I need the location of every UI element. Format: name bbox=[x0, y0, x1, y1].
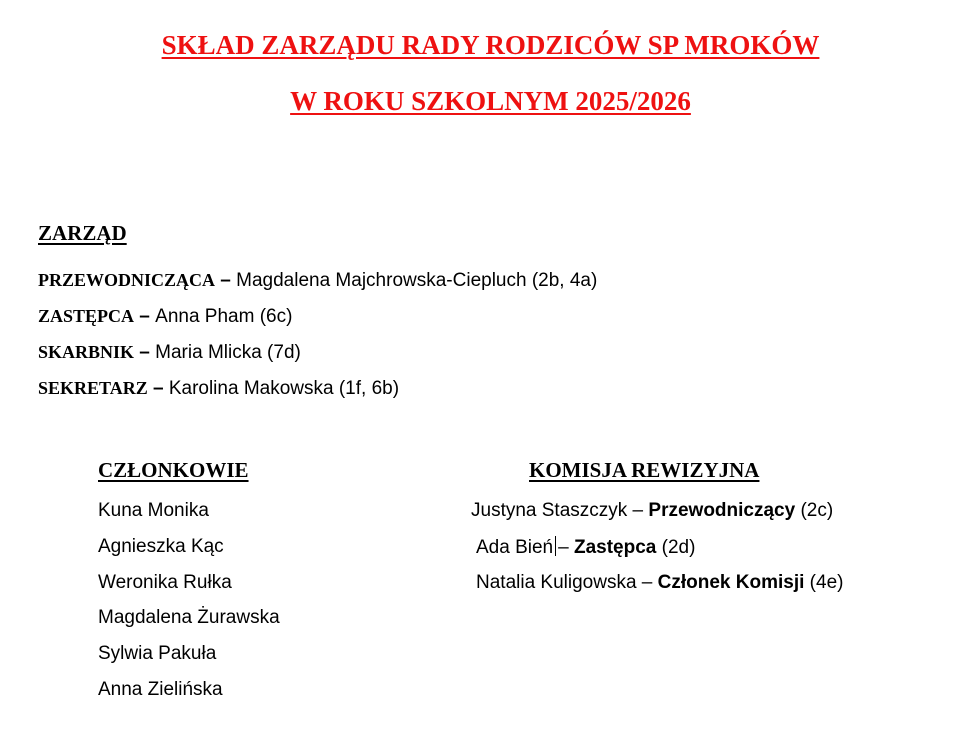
member-item: Anna Zielińska bbox=[98, 679, 223, 700]
commission-role: Członek Komisji bbox=[657, 572, 805, 593]
board-dash: – bbox=[134, 306, 156, 327]
board-person: Anna Pham (6c) bbox=[155, 306, 293, 327]
board-row-secretary bbox=[38, 378, 399, 400]
document-title: SKŁAD ZARZĄDU RADY RODZICÓW SP MROKÓW bbox=[161, 30, 820, 60]
commission-class: (4e) bbox=[804, 572, 844, 593]
commission-row-deputy bbox=[476, 536, 695, 559]
board-role: ZASTĘPCA bbox=[38, 306, 135, 326]
commission-person: Ada Bień bbox=[476, 537, 554, 558]
commission-role: Przewodniczący bbox=[648, 500, 796, 521]
board-heading: ZARZĄD bbox=[38, 221, 127, 245]
commission-dash: – bbox=[558, 537, 574, 558]
board-row-treasurer bbox=[38, 342, 301, 364]
commission-person: Natalia Kuligowska – bbox=[476, 572, 658, 593]
document-subtitle: W ROKU SZKOLNYM 2025/2026 bbox=[290, 86, 691, 116]
member-item: Kuna Monika bbox=[98, 500, 209, 521]
board-role: SEKRETARZ bbox=[38, 378, 148, 398]
commission-row-member bbox=[476, 572, 843, 594]
text-cursor bbox=[555, 536, 556, 556]
board-row-chair bbox=[38, 270, 597, 292]
board-dash: – bbox=[215, 270, 237, 291]
board-person: Magdalena Majchrowska-Ciepluch (2b, 4a) bbox=[236, 270, 598, 291]
board-role: SKARBNIK bbox=[38, 342, 135, 362]
board-person: Maria Mlicka (7d) bbox=[155, 342, 301, 363]
commission-class: (2d) bbox=[656, 537, 696, 558]
member-item: Sylwia Pakuła bbox=[98, 643, 217, 664]
board-dash: – bbox=[134, 342, 156, 363]
commission-role: Zastępca bbox=[573, 537, 657, 558]
commission-row-chair bbox=[471, 500, 833, 522]
board-person: Karolina Makowska (1f, 6b) bbox=[168, 378, 400, 399]
commission-heading: KOMISJA REWIZYJNA bbox=[529, 458, 760, 482]
members-heading: CZŁONKOWIE bbox=[98, 458, 249, 482]
board-row-deputy bbox=[38, 306, 292, 328]
board-dash: – bbox=[147, 378, 169, 399]
member-item: Magdalena Żurawska bbox=[98, 607, 280, 628]
commission-class: (2c) bbox=[795, 500, 834, 521]
commission-person: Justyna Staszczyk – bbox=[471, 500, 649, 521]
member-item: Agnieszka Kąc bbox=[98, 536, 224, 557]
board-role: PRZEWODNICZĄCA bbox=[38, 270, 216, 290]
member-item: Weronika Rułka bbox=[98, 572, 232, 593]
